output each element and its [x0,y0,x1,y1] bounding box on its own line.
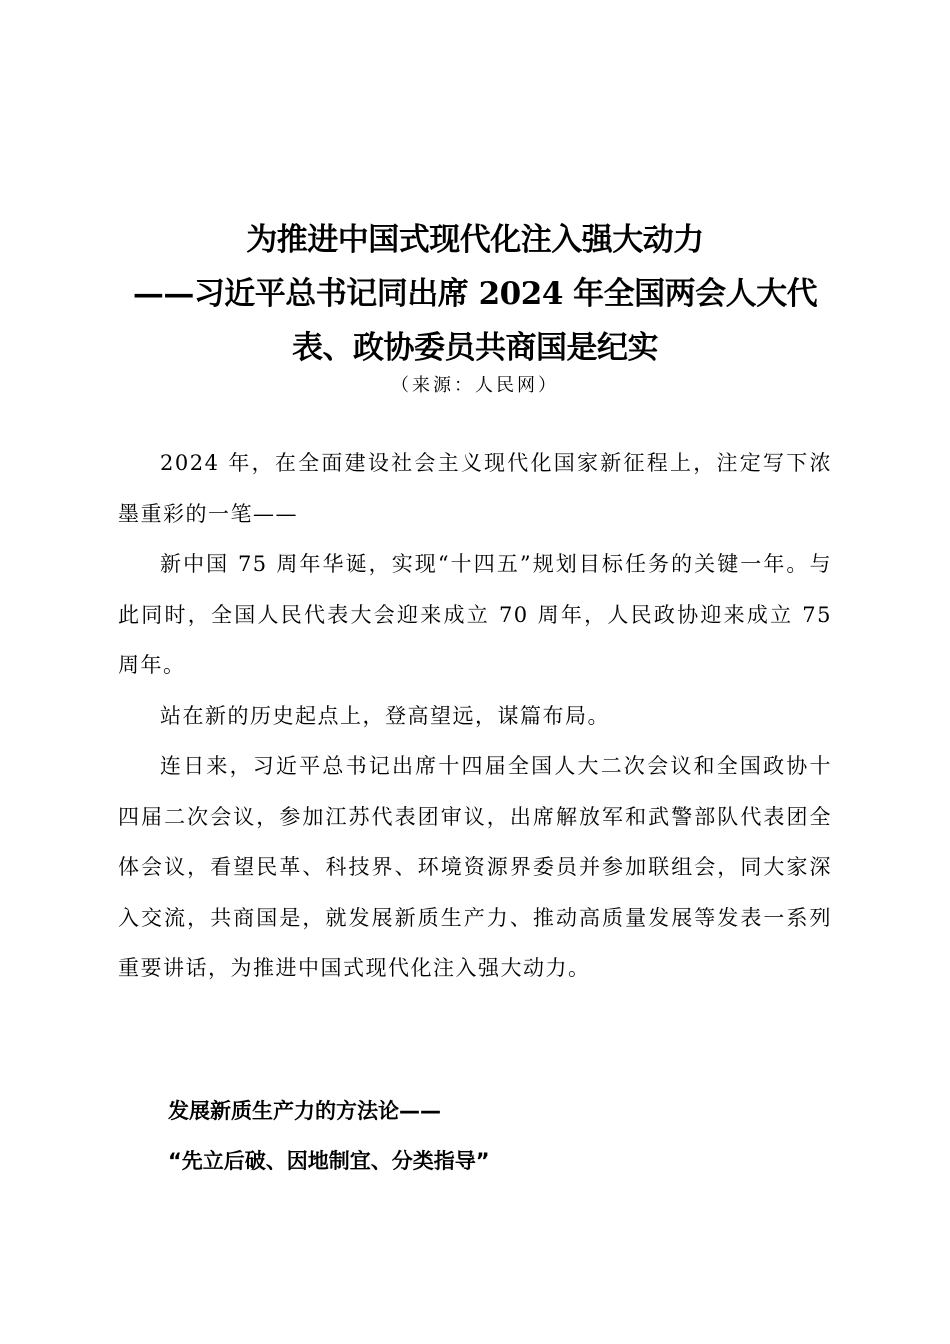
section-heading-line: “先立后破、因地制宜、分类指导” [168,1149,490,1173]
paragraph: 新中国 75 周年华诞，实现“十四五”规划目标任务的关键一年。与此同时，全国人民代表大会迎来成立 70 周年，人民政协迎来成立 75 周年。 [118,552,832,677]
paragraph: 站在新的历史起点上，登高望远，谋篇布局。 [160,703,610,728]
paragraph: 连日来，习近平总书记出席十四届全国人大二次会议和全国政协十四届二次会议，参加江苏代表团审议，出席解放军和武警部队代表团全体会议，看望民革、科技界、环境资源界委员并参加联组会，同大家深入交流，共商国是，就发展新质生产力、推动高质量发展等发表一系列重要讲话，为推进中国式现代化注入强大动力。 [118,754,832,980]
title-line-subtitle-cont: 表、政协委员共商国是纪实 [292,330,658,366]
document-title [118,213,832,375]
title-line-subtitle: ——习近平总书记同出席 2024 年全国两会人大代 [132,276,818,312]
section-heading [118,1086,832,1186]
title-line-main: 为推进中国式现代化注入强大动力 [246,222,704,258]
article-body [118,438,832,994]
source-note: （来源：人民网） [391,375,559,396]
section-heading-line: 发展新质生产力的方法论—— [168,1099,441,1123]
paragraph: 2024 年，在全面建设社会主义现代化国家新征程上，注定写下浓墨重彩的一笔—— [118,451,832,526]
